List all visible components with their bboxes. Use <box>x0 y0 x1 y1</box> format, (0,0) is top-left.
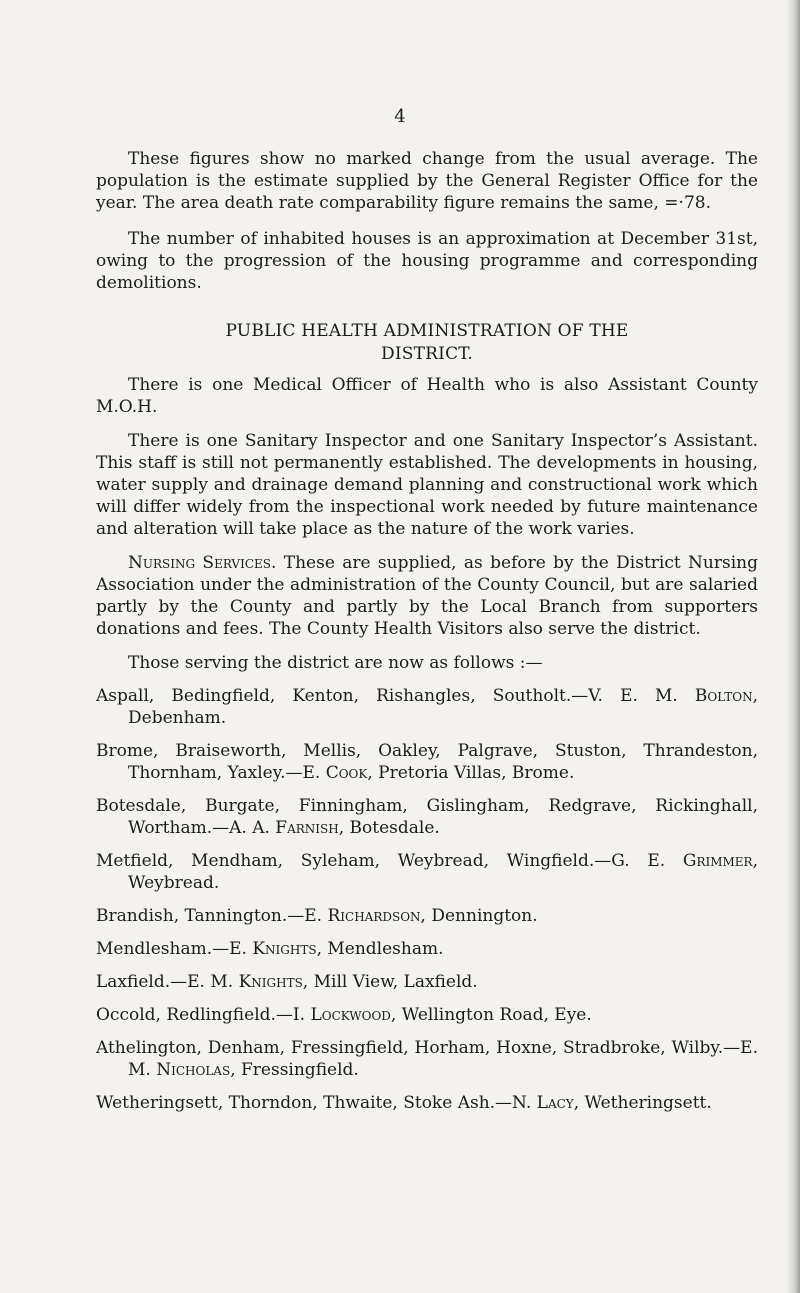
nurse-name: Knights <box>238 972 303 992</box>
nurse-name: Lockwood <box>310 1005 391 1025</box>
nurse-address: , Wetheringsett. <box>573 1093 712 1113</box>
nurse-entry <box>96 1004 758 1026</box>
section-heading <box>96 320 758 366</box>
nurse-entry <box>96 938 758 960</box>
nurse-places: Metfield, Mendham, Syleham, Weybread, Wingfield.—G. E. <box>96 851 683 871</box>
nurse-name: Farnish <box>275 818 339 838</box>
nurse-places: Botesdale, Burgate, Finningham, Gislingham, Redgrave, Rickinghall, Wortham.—A. A. <box>96 796 758 838</box>
nurse-places: Brome, Braiseworth, Mellis, Oakley, Palgrave, Stuston, Thrandeston, Thornham, Yaxley.—E. <box>96 741 758 783</box>
nurse-name: Nicholas <box>156 1060 231 1080</box>
nurse-entry <box>96 740 758 784</box>
nurse-entry <box>96 850 758 894</box>
paragraph-population: These figures show no marked change from the usual average. The population is the estimate supplied by the General Register Office for the year. The area death rate comparability figure remains the same, =·78. <box>96 149 758 213</box>
nurse-entry <box>96 1092 758 1114</box>
nurse-address: , Wellington Road, Eye. <box>390 1005 592 1025</box>
paragraph-sanitary-inspector: There is one Sanitary Inspector and one Sanitary Inspector’s Assistant. This staff is still not permanently established. The developments in housing, water supply and drainage demand planning and constructional work which will differ widely from the inspectional work needed by future maintenance and alteration will take place as the nature of the work varies. <box>96 431 758 539</box>
nurse-entry <box>96 685 758 729</box>
nurse-entry <box>96 905 758 927</box>
section-heading-line-1: PUBLIC HEALTH ADMINISTRATION OF THE <box>225 321 629 341</box>
nurse-address: , Debenham. <box>128 686 758 728</box>
nurse-places: Wetheringsett, Thorndon, Thwaite, Stoke Ash.—N. <box>96 1093 537 1113</box>
nurse-entry <box>96 971 758 993</box>
nurse-places: Occold, Redlingfield.—I. <box>96 1005 311 1025</box>
nurse-address: , Fressingfield. <box>230 1060 359 1080</box>
nurse-address: , Weybread. <box>128 851 758 893</box>
nurse-entry <box>96 795 758 839</box>
paragraph-nursing-services <box>96 552 758 640</box>
page-number: 4 <box>394 106 406 127</box>
nurse-name: Lacy <box>536 1093 574 1113</box>
paragraph-serving-intro: Those serving the district are now as follows :— <box>128 653 543 673</box>
page-body <box>96 148 758 1114</box>
nurse-places: Aspall, Bedingfield, Kenton, Rishangles, Southolt.—V. E. M. <box>96 686 695 706</box>
nurse-address: , Mill View, Laxfield. <box>302 972 478 992</box>
nurse-name: Richardson <box>327 906 421 926</box>
nurse-name: Knights <box>252 939 317 959</box>
paragraph-houses: The number of inhabited houses is an approximation at December 31st, owing to the progression of the housing programme and corresponding demolitions. <box>96 229 758 293</box>
nurse-address: , Mendlesham. <box>316 939 444 959</box>
nurse-places: Brandish, Tannington.—E. <box>96 906 328 926</box>
nurse-places: Athelington, Denham, Fressingfield, Horham, Hoxne, Stradbroke, Wilby.—E. M. <box>96 1038 758 1080</box>
section-heading-line-2: DISTRICT. <box>381 344 473 364</box>
nurse-address: , Dennington. <box>420 906 538 926</box>
nurse-address: , Pretoria Villas, Brome. <box>367 763 575 783</box>
nursing-services-lead: Nursing Services. <box>128 553 277 573</box>
nurse-places: Mendlesham.—E. <box>96 939 253 959</box>
nurse-list <box>96 685 758 1114</box>
nurse-entry <box>96 1037 758 1081</box>
nurse-name: Cook <box>325 763 368 783</box>
nurse-name: Grimmer <box>682 851 753 871</box>
nurse-address: , Botesdale. <box>338 818 440 838</box>
nurse-places: Laxfield.—E. M. <box>96 972 239 992</box>
page-edge-shadow <box>786 0 800 1293</box>
nursing-services-text: These are supplied, as before by the District Nursing Association under the administration of the County Council, but are salaried partly by the County and partly by the Local Branch from supporters donations and fees. The County Health Visitors also serve the district. <box>96 553 758 639</box>
nurse-name: Bolton <box>694 686 753 706</box>
paragraph-medical-officer: There is one Medical Officer of Health who is also Assistant County M.O.H. <box>96 375 758 417</box>
